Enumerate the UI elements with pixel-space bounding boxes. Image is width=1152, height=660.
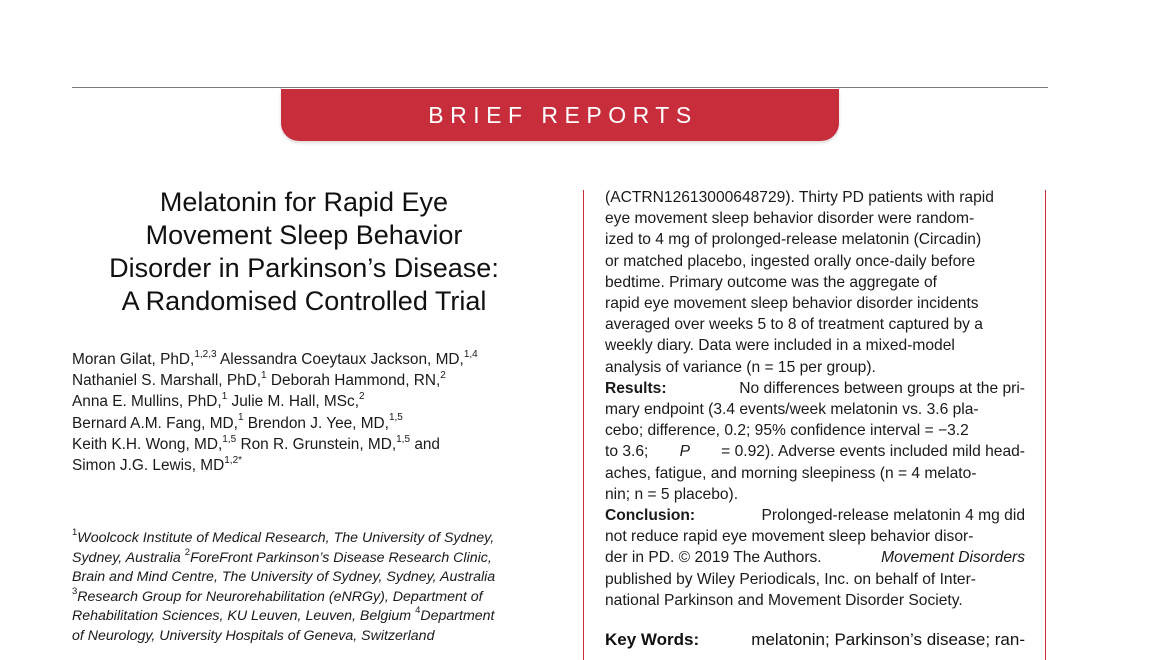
abstract-line [605, 547, 1025, 568]
abstract-text: = 0.92). Adverse events included mild head- [721, 443, 1025, 461]
abstract-text: cebo; difference, 0.2; 95% confidence interval = −3.2 [605, 422, 969, 440]
abstract-line [605, 505, 1025, 526]
author-affiliation-marker: 1,5 [388, 412, 403, 424]
author-name: Julie M. Hall, MSc, [231, 393, 359, 411]
title-line: Disorder in Parkinson’s Disease: [109, 253, 499, 283]
affiliations [72, 529, 552, 646]
abstract-line [605, 314, 1025, 335]
author-line [72, 349, 552, 370]
affiliation-marker: 4 [415, 605, 421, 617]
abstract-text: rapid eye movement sleep behavior disorder incidents [605, 295, 979, 313]
affiliation-line [72, 627, 552, 647]
abstract-line [605, 526, 1025, 547]
abstract-text: not reduce rapid eye movement sleep behavior disor- [605, 528, 974, 546]
author-affiliation-marker: 1,5 [222, 433, 237, 445]
affiliation-marker: 1 [72, 527, 78, 539]
affiliation-text: Rehabilitation Sciences, KU Leuven, Leuven, Belgium [72, 608, 416, 624]
affiliation-text: Department [420, 608, 495, 624]
title-line: Movement Sleep Behavior [145, 220, 463, 250]
abstract-line [605, 187, 1025, 208]
author-affiliation-marker: 1,5 [396, 433, 411, 445]
abstract-line [605, 293, 1025, 314]
author-affiliation-marker: 1 [237, 412, 244, 424]
affiliation-marker: 2 [184, 546, 191, 558]
author-name: Deborah Hammond, RN, [270, 372, 441, 390]
author-name: Simon J.G. Lewis, MD [72, 457, 225, 475]
affiliation-text: Woolcock Institute of Medical Research, The University of Sydney, [77, 530, 495, 546]
title-line: A Randomised Controlled Trial [121, 286, 487, 316]
author-name: Brendon J. Yee, MD, [247, 414, 389, 432]
abstract-line [605, 569, 1025, 590]
title-line: Melatonin for Rapid Eye [159, 187, 449, 217]
author-affiliation-marker: 1 [221, 391, 228, 403]
abstract [605, 187, 1025, 611]
abstract-text: mary endpoint (3.4 events/week melatonin vs. 3.6 pla- [605, 401, 979, 419]
abstract-text: averaged over weeks 5 to 8 of treatment captured by a [605, 316, 983, 334]
conclusion-label: Conclusion: [605, 507, 696, 525]
abstract-text: der in PD. © 2019 The Authors. [605, 549, 822, 567]
abstract-left-rule [583, 190, 584, 660]
p-value-symbol: P [679, 443, 690, 461]
affiliation-text: ForeFront Parkinson’s Disease Research Clinic, [190, 549, 492, 566]
abstract-line [605, 420, 1025, 441]
abstract-line [605, 229, 1025, 250]
author-name: Ron R. Grunstein, MD, [240, 435, 397, 453]
affiliation-line [72, 585, 552, 608]
author-affiliation-marker: 2 [358, 391, 365, 403]
author-name: Anna E. Mullins, PhD, [72, 393, 222, 411]
abstract-line [605, 441, 1025, 462]
abstract-line [605, 378, 1025, 399]
author-affiliation-marker: 1,4 [463, 348, 478, 360]
affiliation-text: Brain and Mind Centre, The University of Sydney, Sydney, Australia [72, 569, 496, 585]
author-name: Moran Gilat, PhD, [72, 351, 195, 368]
abstract-line [605, 484, 1025, 505]
abstract-text: No differences between groups at the pri- [739, 379, 1025, 397]
abstract-text: ized to 4 mg of prolonged-release melatonin (Circadin) [605, 231, 982, 249]
abstract-text: to 3.6; [605, 443, 649, 461]
keywords-label: Key Words: [605, 630, 700, 649]
abstract-line [605, 463, 1025, 484]
results-label: Results: [605, 379, 667, 397]
section-banner [281, 89, 839, 141]
author-name: Alessandra Coeytaux Jackson, MD, [220, 351, 464, 368]
abstract-text: eye movement sleep behavior disorder were random- [605, 210, 975, 228]
affiliation-line [72, 607, 552, 627]
keywords-text: melatonin; Parkinson’s disease; ran- [751, 630, 1025, 649]
abstract-text: weekly diary. Data were included in a mixed-model [605, 337, 955, 355]
affiliation-marker: 3 [72, 585, 78, 597]
abstract-text: bedtime. Primary outcome was the aggregate of [605, 273, 937, 291]
affiliation-text: of Neurology, University Hospitals of Geneva, Switzerland [72, 627, 435, 644]
abstract-line [605, 272, 1025, 293]
abstract-line [605, 357, 1025, 378]
abstract-line [605, 590, 1025, 611]
author-affiliation-marker: 2 [440, 370, 446, 382]
author-affiliation-marker: 1 [261, 370, 267, 382]
author-conjunction: and [414, 435, 440, 453]
author-list [72, 349, 552, 476]
author-line [72, 370, 552, 391]
abstract-text: nin; n = 5 placebo). [605, 485, 739, 503]
abstract-text: national Parkinson and Movement Disorder Society. [605, 591, 963, 609]
author-line [72, 413, 552, 434]
affiliation-line [72, 568, 552, 588]
author-name: Nathaniel S. Marshall, PhD, [72, 372, 262, 390]
section-banner-label: BRIEF REPORTS [428, 101, 698, 128]
affiliation-text: Sydney, Australia [72, 549, 185, 566]
abstract-right-rule [1045, 190, 1046, 660]
author-line [72, 391, 552, 412]
affiliation-text: Research Group for Neurorehabilitation (eNRGy), Department of [77, 588, 483, 605]
author-affiliation-marker: 1,2* [224, 454, 243, 466]
author-name: Keith K.H. Wong, MD, [72, 435, 223, 453]
abstract-text: analysis of variance (n = 15 per group). [605, 358, 876, 376]
author-line [72, 455, 552, 476]
abstract-line [605, 399, 1025, 420]
abstract-text: published by Wiley Periodicals, Inc. on behalf of Inter- [605, 570, 976, 588]
affiliation-line [72, 546, 552, 569]
affiliation-line [72, 529, 552, 549]
article-title [72, 186, 536, 318]
abstract-text: (ACTRN12613000648729). Thirty PD patients with rapid [605, 189, 994, 206]
abstract-line [605, 208, 1025, 229]
author-line [72, 434, 552, 455]
journal-name: Movement Disorders [881, 549, 1025, 567]
abstract-line [605, 335, 1025, 356]
abstract-text: aches, fatigue, and morning sleepiness (n = 4 melato- [605, 464, 977, 482]
abstract-text: Prolonged-release melatonin 4 mg did [761, 507, 1025, 525]
author-affiliation-marker: 1,2,3 [194, 348, 217, 360]
abstract-text: or matched placebo, ingested orally once-daily before [605, 252, 976, 270]
abstract-line [605, 251, 1025, 272]
header-rule [72, 87, 1048, 88]
author-name: Bernard A.M. Fang, MD, [72, 414, 238, 432]
